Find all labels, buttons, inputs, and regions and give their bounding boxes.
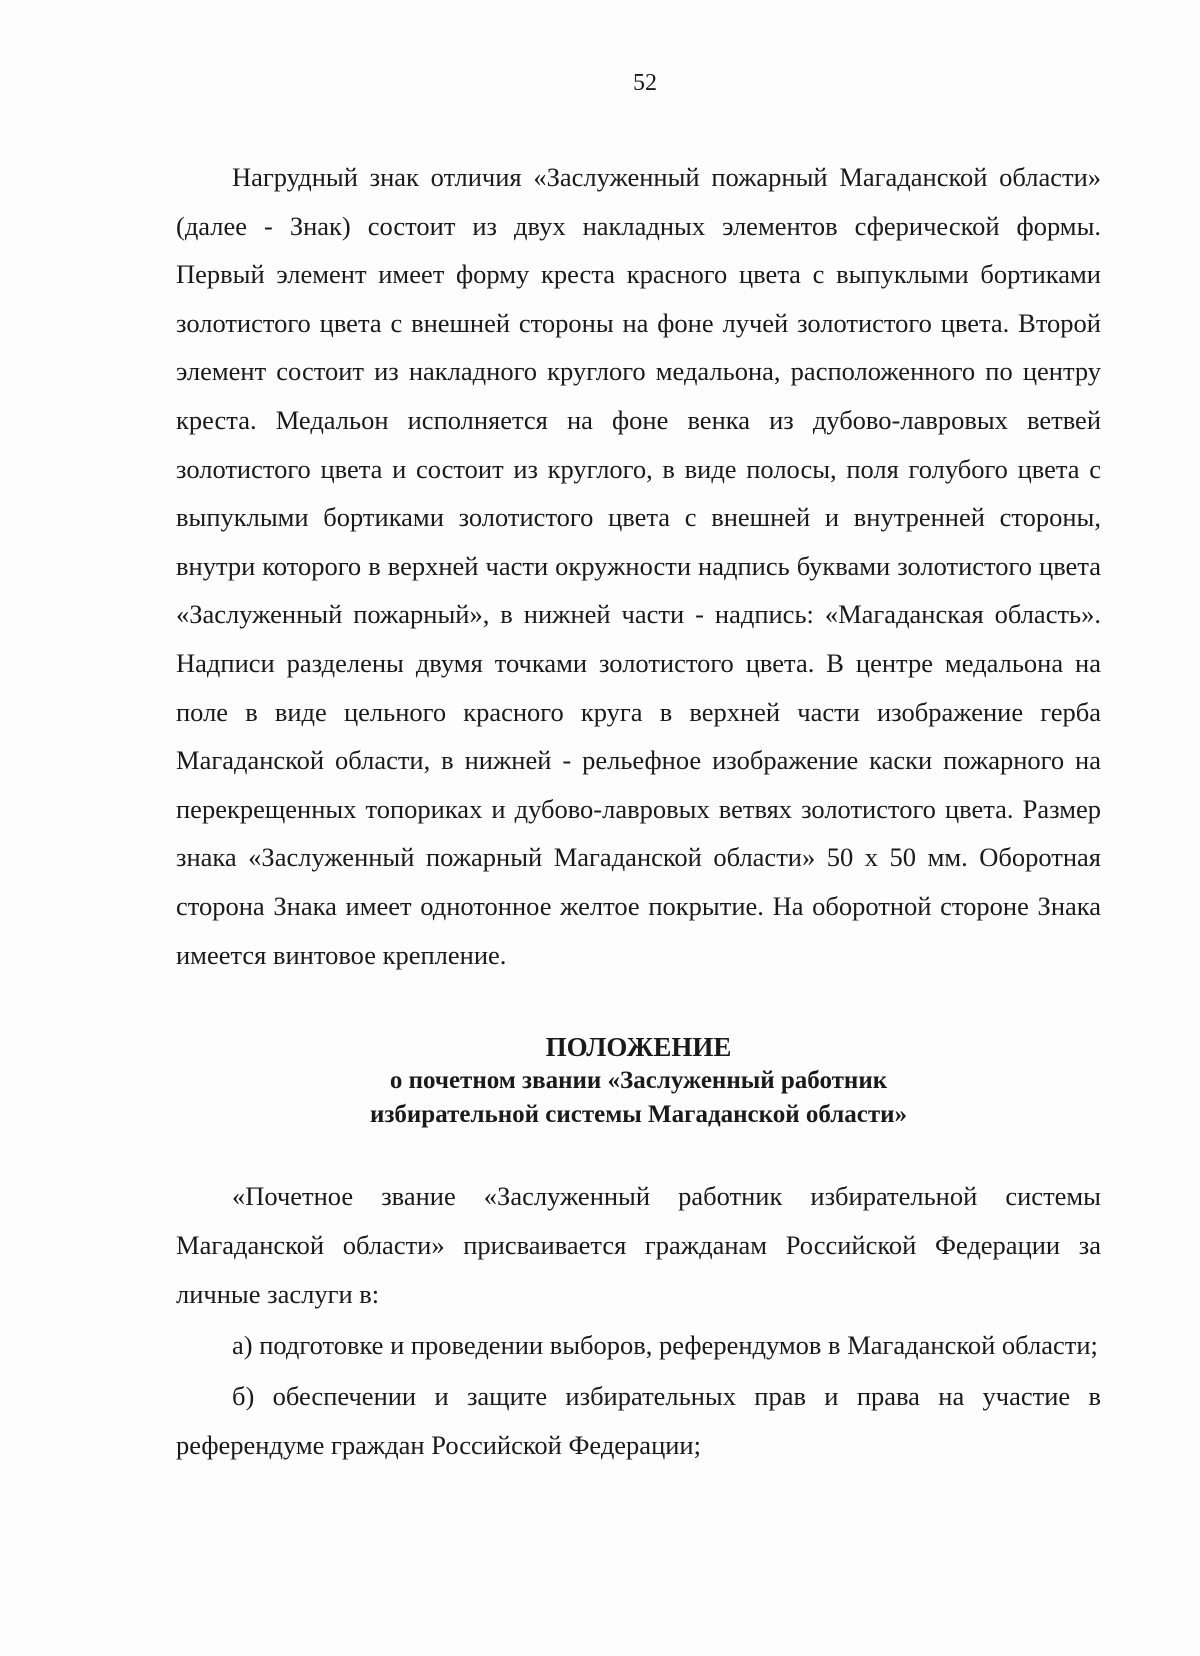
badge-description-paragraph: Нагрудный знак отличия «Заслуженный пожарный Магаданской области» (далее - Знак) состоит из двух накладных элементов сферической формы. Первый элемент имеет форму креста красного цвета с выпуклыми бортиками золотистого цвета с внешней стороны на фоне лучей золотистого цвета. Второй элемент состоит из накладного круглого медальона, расположенного по центру креста. Медальон исполняется на фоне венка из дубово-лавровых ветвей золотистого цвета и состоит из круглого, в виде полосы, поля голубого цвета с выпуклыми бортиками золотистого цвета с внешней и внутренней стороны, внутри которого в верхней части окружности надпись буквами золотистого цвета «Заслуженный пожарный», в нижней части - надпись: «Магаданская область». Надписи разделены двумя точками золотистого цвета. В центре медальона на поле в виде цельного красного круга в верхней части изображение герба Магаданской области, в нижней - рельефное изображение каски пожарного на перекрещенных топориках и дубово-лавровых ветвях золотистого цвета. Размер знака «Заслуженный пожарный Магаданской области» 50 х 50 мм. Оборотная сторона Знака имеет однотонное желтое покрытие. На оборотной стороне Знака имеется винтовое крепление. <box>176 162 1101 970</box>
regulation-heading <box>176 1030 1101 1132</box>
regulation-item-a: а) подготовке и проведении выборов, референдумов в Магаданской области; <box>232 1330 1098 1360</box>
regulation-subtitle-line-2: избирательной системы Магаданской области» <box>369 1101 908 1128</box>
regulation-item-b: б) обеспечении и защите избирательных прав и права на участие в референдуме граждан Российской Федерации; <box>176 1381 1101 1460</box>
regulation-intro-paragraph: «Почетное звание «Заслуженный работник избирательной системы Магаданской области» присваивается гражданам Российской Федерации за личные заслуги в: <box>176 1181 1101 1309</box>
regulation-subtitle-line-1: о почетном звании «Заслуженный работник <box>389 1067 888 1094</box>
page-number: 52 <box>633 70 657 96</box>
badge-description-section <box>176 153 1101 979</box>
regulation-title: ПОЛОЖЕНИЕ <box>545 1032 732 1062</box>
regulation-body <box>176 1172 1101 1472</box>
